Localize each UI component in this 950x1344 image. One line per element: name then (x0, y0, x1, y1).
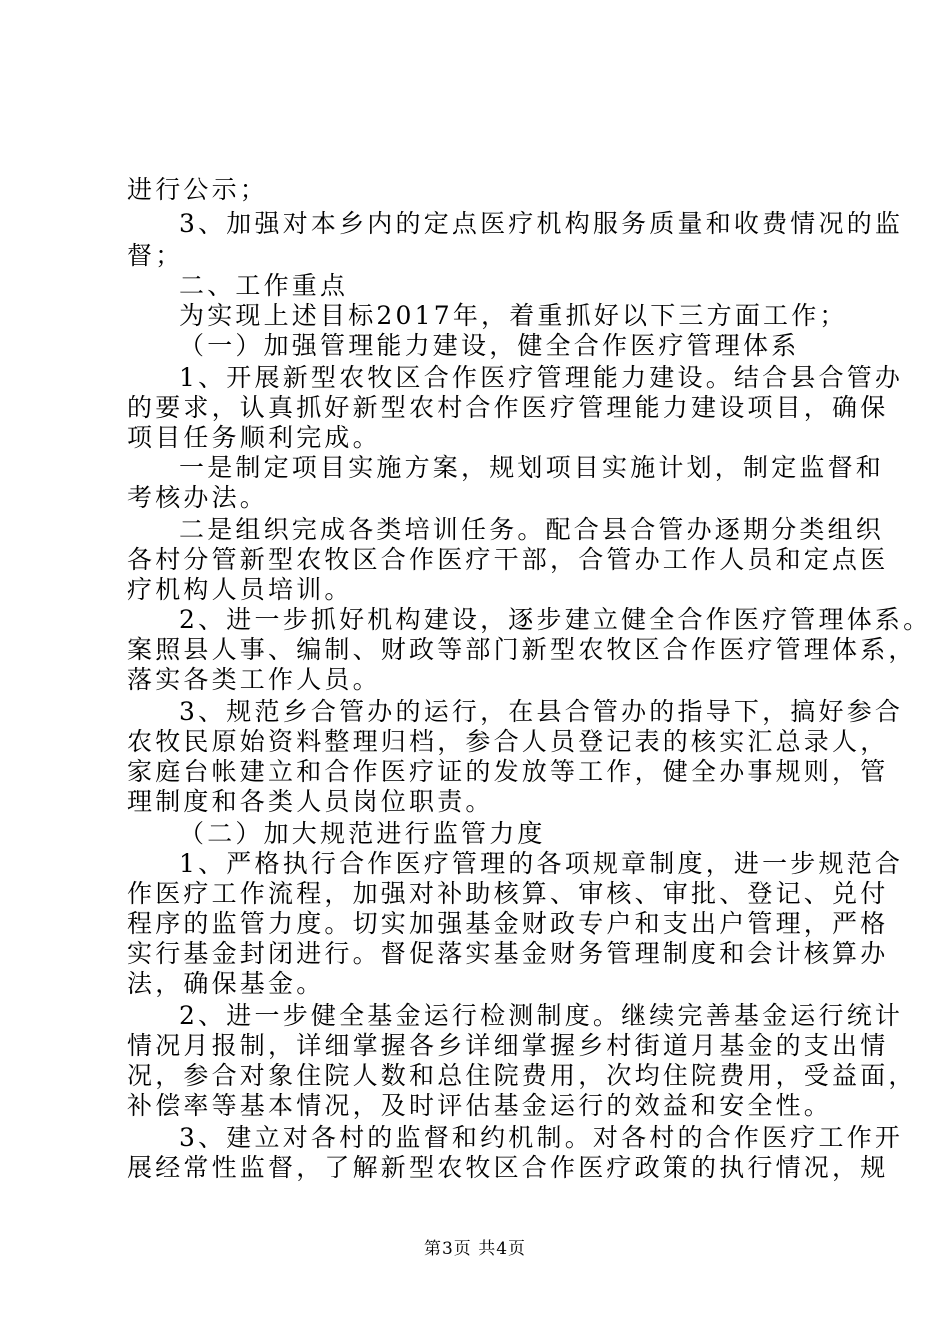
text-line: 3、规范乡合管办的运行，在县合管办的指导下，搞好参合 (179, 697, 904, 726)
text-line: 补偿率等基本情况，及时评估基金运行的效益和安全性。 (127, 1091, 833, 1120)
text-line: 各村分管新型农牧区合作医疗干部，合管办工作人员和定点医 (127, 545, 889, 574)
subsection-heading: （二）加大规范进行监管力度 (179, 819, 546, 848)
text-line: 法，确保基金。 (127, 969, 325, 998)
text-line: 家庭台帐建立和合作医疗证的发放等工作，健全办事规则，管 (127, 757, 889, 786)
text-line: 展经常性监督，了解新型农牧区合作医疗政策的执行情况，规 (127, 1153, 889, 1182)
text-line: 3、加强对本乡内的定点医疗机构服务质量和收费情况的监 (179, 209, 904, 238)
subsection-heading: （一）加强管理能力建设，健全合作医疗管理体系 (179, 331, 800, 360)
text-line: 作医疗工作流程，加强对补助核算、审核、审批、登记、兑付 (127, 879, 889, 908)
text-line: 项目任务顺利完成。 (127, 423, 381, 452)
text-line: 为实现上述目标2017年，着重抓好以下三方面工作； (179, 301, 848, 330)
text-line: 进行公示； (127, 175, 269, 204)
text-line: 3、建立对各村的监督和约机制。对各村的合作医疗工作开 (179, 1123, 904, 1152)
page-number-footer: 第3页 共4页 (423, 1239, 527, 1259)
text-line: 况，参合对象住院人数和总住院费用，次均住院费用，受益面， (127, 1061, 917, 1090)
text-line: 案照县人事、编制、财政等部门新型农牧区合作医疗管理体系， (127, 635, 917, 664)
text-line: 情况月报制，详细掌握各乡详细掌握乡村街道月基金的支出情 (127, 1031, 889, 1060)
text-line: 二是组织完成各类培训任务。配合县合管办逐期分类组织 (179, 515, 885, 544)
text-line: 理制度和各类人员岗位职责。 (127, 787, 494, 816)
text-line: 2、进一步健全基金运行检测制度。继续完善基金运行统计 (179, 1001, 904, 1030)
text-line: 考核办法。 (127, 483, 269, 512)
text-line: 一是制定项目实施方案，规划项目实施计划，制定监督和 (179, 453, 885, 482)
text-line: 2、进一步抓好机构建设，逐步建立健全合作医疗管理体系。 (179, 605, 932, 634)
text-line: 督； (127, 241, 184, 270)
section-heading: 二、工作重点 (179, 271, 349, 300)
text-line: 农牧民原始资料整理归档，参合人员登记表的核实汇总录人， (127, 727, 889, 756)
text-line: 落实各类工作人员。 (127, 665, 381, 694)
text-line: 程序的监管力度。切实加强基金财政专户和支出户管理，严格 (127, 909, 889, 938)
text-line: 1、严格执行合作医疗管理的各项规章制度，进一步规范合 (179, 849, 904, 878)
text-line: 实行基金封闭进行。督促落实基金财务管理制度和会计核算办 (127, 939, 889, 968)
text-line: 的要求，认真抓好新型农村合作医疗管理能力建设项目，确保 (127, 393, 889, 422)
text-line: 疗机构人员培训。 (127, 575, 353, 604)
text-line: 1、开展新型农牧区合作医疗管理能力建设。结合县合管办 (179, 363, 904, 392)
